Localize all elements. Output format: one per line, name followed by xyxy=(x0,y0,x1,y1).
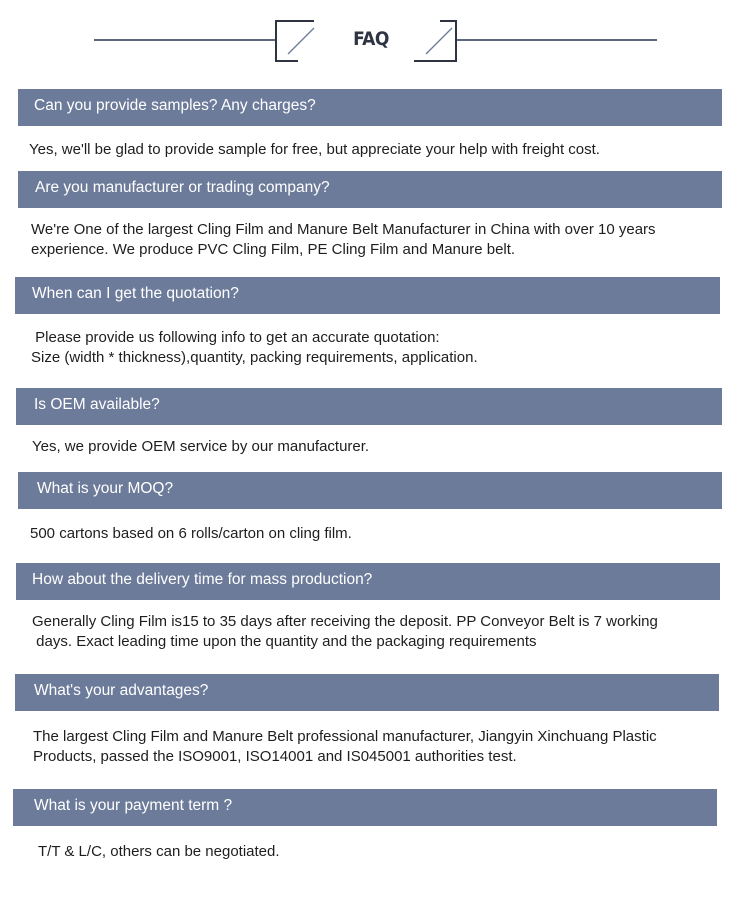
faq-question-moq xyxy=(18,472,722,509)
question-text: Can you provide samples? Any charges? xyxy=(34,97,316,114)
faq-answer-oem: Yes, we provide OEM service by our manufacturer. xyxy=(32,438,370,455)
page-title: FAQ xyxy=(353,28,389,50)
question-text: Are you manufacturer or trading company? xyxy=(35,179,330,196)
question-text: Is OEM available? xyxy=(34,396,160,413)
faq-answer-advantages: The largest Cling Film and Manure Belt professional manufacturer, Jiangyin Xinchuang Plastic Products, passed the ISO9001, ISO14001 and IS045001 authorities test. xyxy=(33,728,657,765)
faq-question-samples xyxy=(18,89,722,126)
faq-answer-payment: T/T & L/C, others can be negotiated. xyxy=(38,843,280,860)
question-text: How about the delivery time for mass production? xyxy=(32,571,373,588)
faq-question-payment xyxy=(13,789,717,826)
faq-question-delivery xyxy=(16,563,720,600)
question-text: What's your advantages? xyxy=(34,682,209,699)
faq-answer-delivery: Generally Cling Film is15 to 35 days after receiving the deposit. PP Conveyor Belt is 7 working days. Exact leading time upon the quantity and the packaging requirements xyxy=(32,613,658,650)
faq-question-quotation xyxy=(15,277,720,314)
faq-question-oem xyxy=(16,388,722,425)
question-text: When can I get the quotation? xyxy=(32,285,239,302)
faq-answer-manufacturer: We're One of the largest Cling Film and Manure Belt Manufacturer in China with over 10 years experience. We produce PVC Cling Film, PE Cling Film and Manure belt. xyxy=(31,221,656,258)
question-text: What is your MOQ? xyxy=(37,480,174,497)
faq-answer-quotation: Please provide us following info to get an accurate quotation: Size (width * thickness),quantity, packing requirements, application. xyxy=(31,329,478,366)
faq-answer-samples: Yes, we'll be glad to provide sample for free, but appreciate your help with freight cost. xyxy=(29,141,600,158)
question-text: What is your payment term ? xyxy=(34,797,233,814)
faq-question-advantages xyxy=(15,674,719,711)
faq-answer-moq: 500 cartons based on 6 rolls/carton on cling film. xyxy=(30,525,352,542)
faq-question-manufacturer xyxy=(18,171,722,208)
faq-header xyxy=(0,0,750,70)
